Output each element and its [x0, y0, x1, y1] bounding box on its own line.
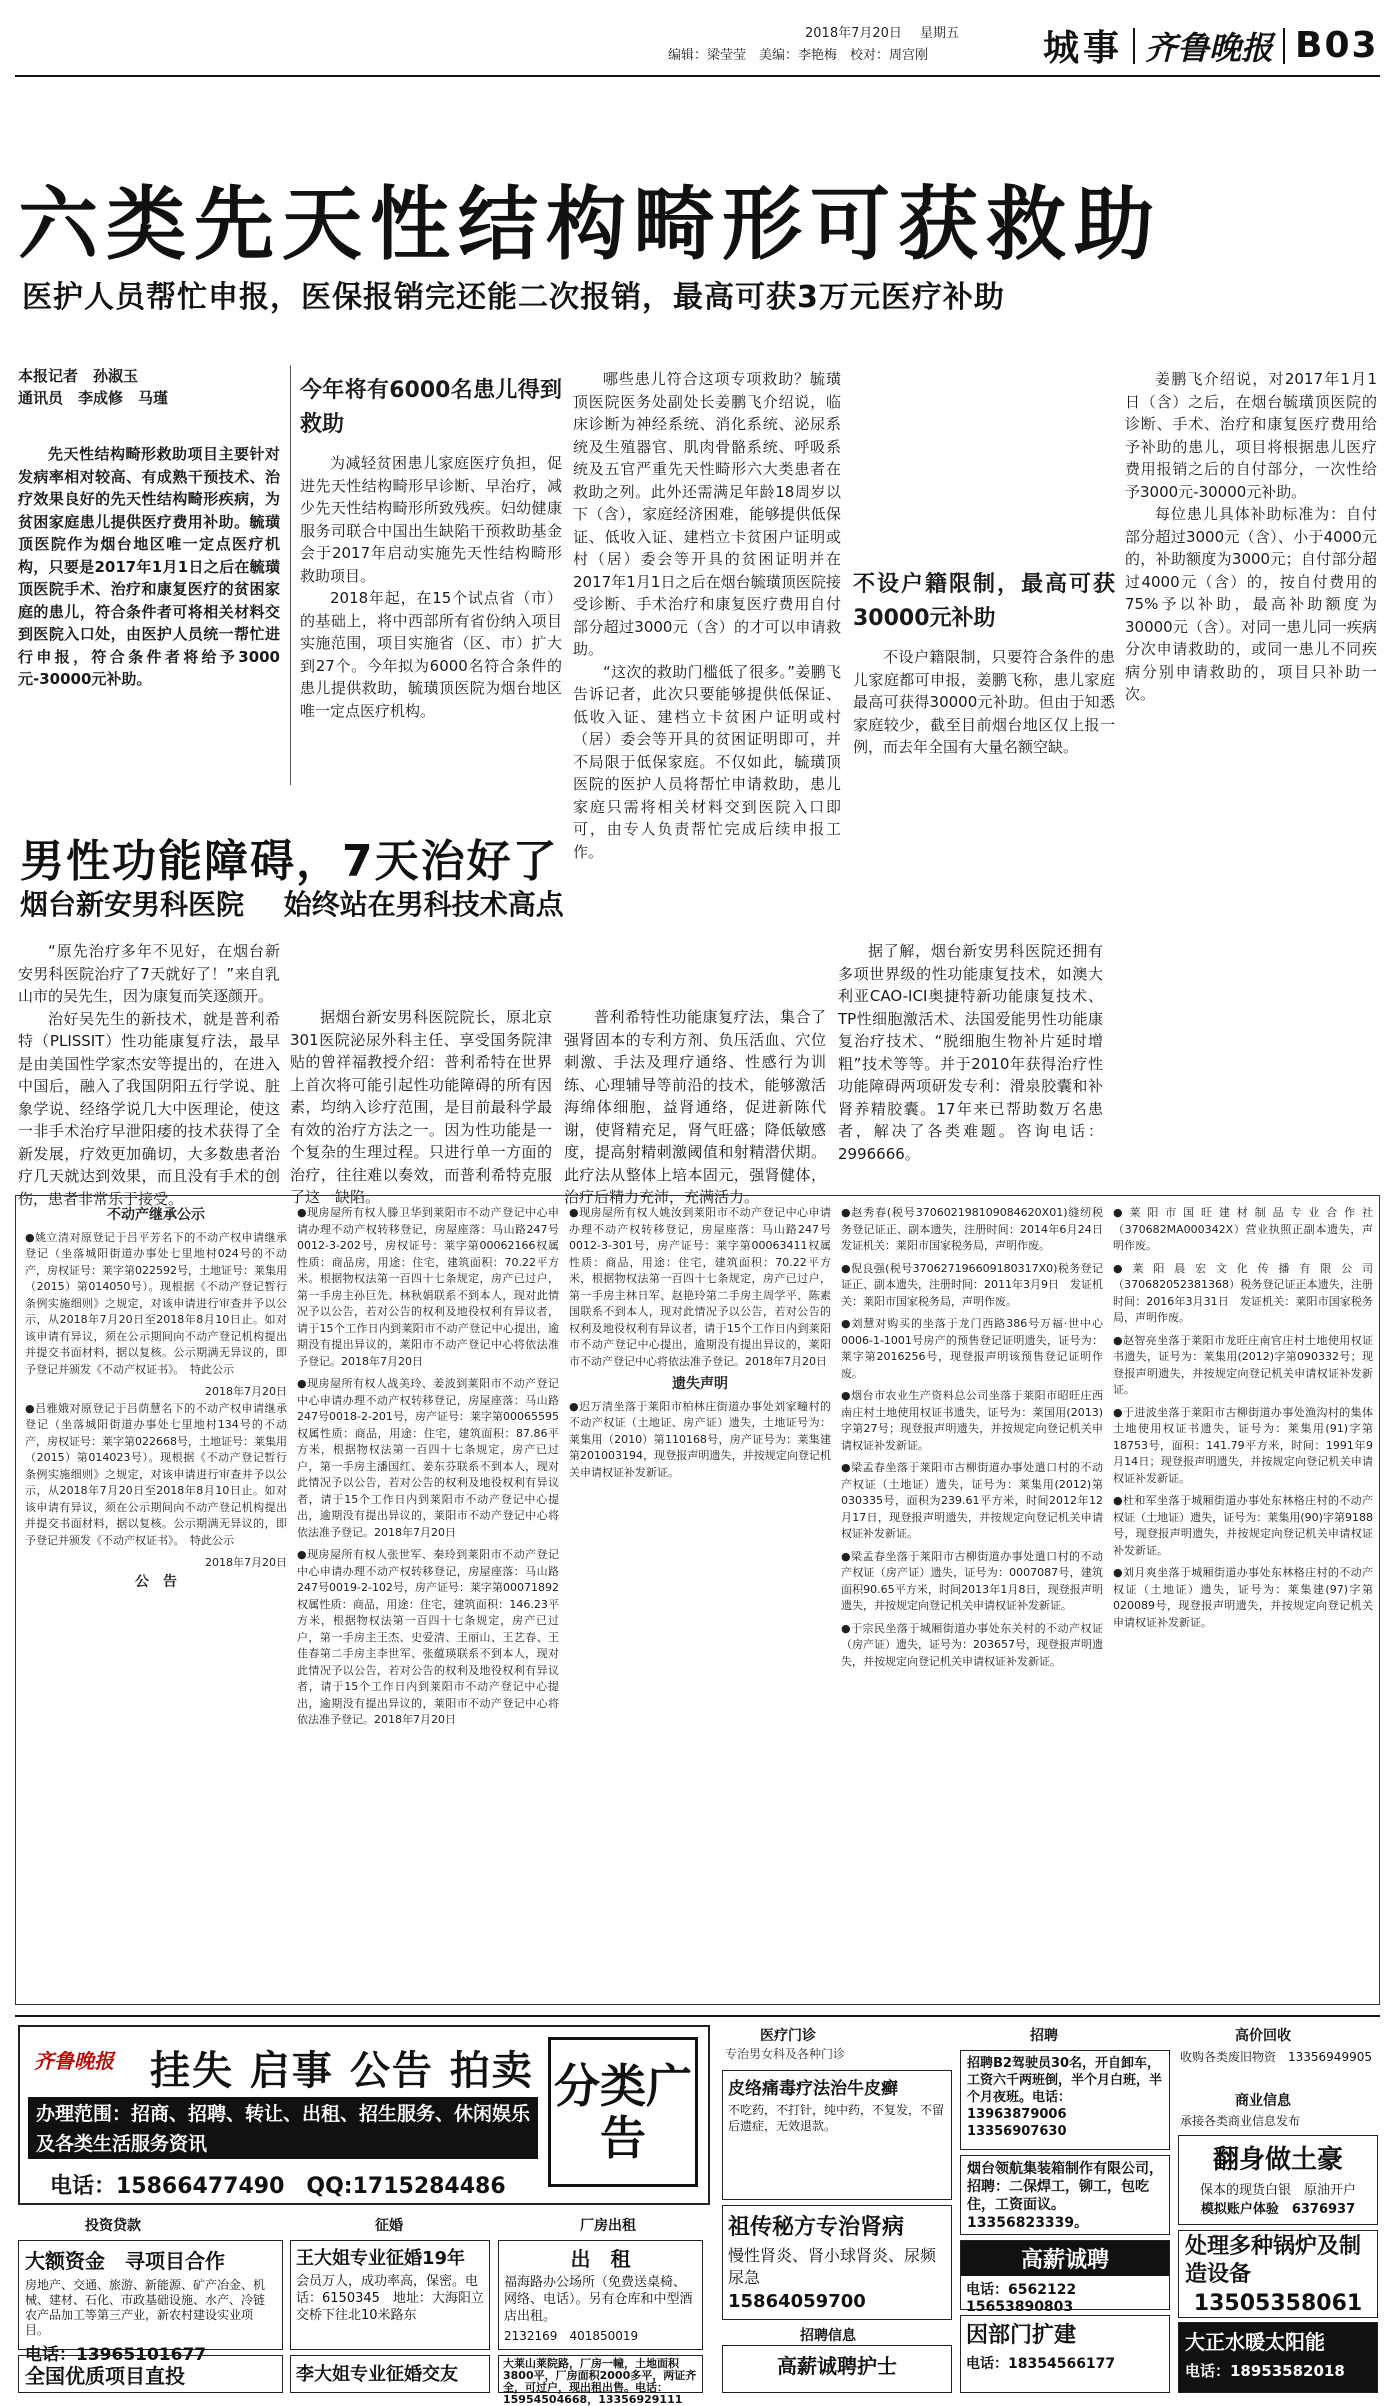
article1-subheadline: 医护人员帮忙申报，医保报销完还能二次报销，最高可获3万元医疗补助 [22, 280, 1005, 315]
article1-col1 [18, 365, 280, 691]
article1-col5 [1125, 368, 1377, 706]
ad-chuzu-title: 出 租 [570, 2247, 631, 2271]
ad-dae [18, 2240, 283, 2365]
article1-col3 [573, 368, 841, 863]
notice-item: ●赵秀春(税号370602198109084620X01)缝纫税务登记证正、副本遗失，注册时间：2014年6月24日 发证机关：莱阳市国家税务局，声明作废。 [841, 1206, 1114, 1252]
article2-p1: “原先治疗多年不见好，在烟台新安男科医院治疗了7天就好了！”来自乳山市的吴先生，因为康复而笑逐颜开。 [18, 942, 280, 1005]
article1-p4: “这次的救助门槛低了很多。”姜鹏飞告诉记者，此次只要能够提供低保证、低收入证、建档立卡贫困户证明或村（居）委会等开具的贫困证明即可，并不局限于低保家庭。不仅如此，毓璜顶医院的医护人员将帮忙申请救助，患儿家庭只需将相关材料交到医院入口即可，由专人负责帮忙完成后续申报工作。 [573, 662, 841, 861]
ad-fanshen-body: 保本的现货白银 原油开户 [1199, 2183, 1356, 2198]
notice-date: 2018年7月20日 [205, 1385, 287, 1398]
article2-subheadline [20, 883, 594, 923]
notice-item: ●梁孟春坐落于莱阳市古柳街道办事处遣口村的不动产权证（土地证）遗失，证号为：莱集用(2012)第030335号，面积为239.61平方米，时间2012年12月17日，现登报声明遗失，并按规定向登记机关申请权证补发新证。 [841, 1461, 1103, 1540]
notice-item: ●吕雅娥对原登记于吕荫慧名下的不动产权申请继承登记（坐落城阳街道办事处七里地村134号的不动产，房权证号：莱字第022668号，土地证号：莱集用（2015）第014023号）。现根据《不动产登记暂行条例实施细则》之规定，对该申请进行审查并予以公示，从2018年7月20日至2018年8月10日止。如对该申请有异议，须在公示期间向不动产登记机构提出并提交书面材料，据以复核。公示期满无异议的，即予登记并颁发《不动产权证书》。 特此公示 [25, 1401, 287, 1547]
article1-p6: 姜鹏飞介绍说，对2017年1月1日（含）之后，在烟台毓璜顶医院的诊断、手术、治疗和康复医疗费用给予补助的患儿，项目将根据患儿医疗费用报销之后的自付部分，一次性给予3000元-30000元补助。 [1125, 370, 1377, 501]
ad-li [290, 2355, 490, 2393]
ad-dazheng [1178, 2322, 1378, 2393]
ad-zuchuan [722, 2205, 952, 2320]
ad-yinbumen-title: 因部门扩建 [966, 2323, 1077, 2348]
ad-wang-body: 会员万人，成功率高，保密。电话：6150345 地址：大海阳立交桥下往北10米路东 [296, 2274, 484, 2323]
notice-item: ●姚立清对原登记于吕平芳名下的不动产权申请继承登记（坐落城阳街道办事处七里地村024号的不动产，房权证号：莱字第022592号，土地证号：莱集用（2015）第014050号）。现根据《不动产登记暂行条例实施细则》之规定，对该申请进行审查并予以公示，从2018年7月20日至2018年8月10日止。如对该申请有异议，须在公示期间向不动产登记机构提出并提交书面材料，据以复核。公示期满无异议的，即予登记并颁发《不动产权证书》。 特此公示 [25, 1230, 287, 1376]
article1-p1: 为减轻贫困患儿家庭医疗负担，促进先天性结构畸形早诊断、早治疗，减少先天性结构畸形所致残疾。妇幼健康服务司联合中国出生缺陷干预救助基金会于2017年启动实施先天性结构畸形救助项目。 [300, 454, 562, 585]
divider [290, 365, 291, 785]
paper-logo: 齐鲁晚报 [1145, 28, 1274, 67]
ad-dazheng-phone: 电话：18953582018 [1185, 2362, 1345, 2380]
cat-recruit: 招聘 [1030, 2028, 1058, 2044]
notices-col4 [841, 1205, 1114, 1676]
section-title: 城事 [1043, 28, 1124, 69]
article2-col2 [290, 1006, 552, 1209]
article2-headline: 男性功能障碍，7天治好了 [20, 836, 559, 887]
medical-line: 专治男女科及各种门诊 [725, 2047, 846, 2061]
header-date [805, 22, 959, 41]
notices-col2 [297, 1205, 559, 1735]
correspondents: 通讯员 李成修 马瑾 [18, 389, 169, 407]
article2-col4 [838, 940, 1103, 1165]
ad-chuzu-body: 福海路办公场所（免费送桌椅、网络、电话）。另有仓库和中型酒店出租。 [504, 2275, 693, 2324]
notice-item: ●现房屋所有权人张世军、秦玲到莱阳市不动产登记中心申请办理不动产权转移登记，房屋座落：马山路247号0019-2-102号，房产证号：莱字第00071892权属性质：商品，用途：住宅，建筑面积：146.23平方米，根据物权法第一百四十七条规定，房产已过户，第一手房主王杰、史爱清、王丽山、王艺春、王佳春第二手房主李世军、张蕴瑛联系不到本人，现对此情况予以公告，若对公告的权利及地役权利有异议者，请于15个工作日内到莱阳市不动产登记中心提出，逾期没有提出异议的，莱阳市不动产登记中心将依法准予登记。2018年7月20日 [297, 1548, 559, 1726]
recycle-line: 收购各类废旧物资 13356949905 [1180, 2050, 1372, 2064]
notices-col5 [1113, 1205, 1373, 1637]
ad-wang-title: 王大姐专业征婚19年 [296, 2248, 466, 2269]
notice-item: ●刘月爽坐落于城厢街道办事处东林格庄村的不动产权证（土地证）遗失，证号为：莱集建(97)字第020089号，现登报声明遗失，并按规定向登记机关申请权证补发新证。 [1113, 1566, 1373, 1629]
article1-subhead1: 今年将有6000名患儿得到救助 [300, 378, 562, 437]
ad-gaoxin-title: 高薪诚聘 [961, 2241, 1169, 2276]
ad-yinbumen-phone: 电话：18354566177 [966, 2356, 1116, 2372]
notice-item: ●于宗民坐落于城厢街道办事处东关村的不动产权证（房产证）遗失，证号为：203657号，现登报声明遗失，并按规定向登记机关申请权证补发新证。 [841, 1621, 1103, 1668]
ad-dalai: 大莱山莱院路，厂房一幢，土地面积3800平，厂房面积2000多平，两证齐全，可过户，现出租出售。电话：15954504668，13356929111 [498, 2355, 703, 2393]
notice-date: 2018年7月20日 [205, 1556, 287, 1569]
notices-col1 [25, 1205, 287, 1596]
ad-zuchuan-phone: 15864059700 [728, 2291, 866, 2312]
divider [1283, 28, 1285, 64]
date: 2018年7月20日 [805, 26, 902, 41]
banner-phone: 电话：15866477490 QQ:1715284486 [50, 2174, 506, 2199]
notice-item: ●烟台市农业生产资料总公司坐落于莱阳市昭旺庄西南庄村土地使用权证书遗失，证号为：莱国用(2013)字第27号；现登报声明遗失，并按规定向登记机关申请权证补发新证。 [841, 1389, 1103, 1452]
ad-zuchuan-body: 慢性肾炎、肾小球肾炎、尿频尿急 [728, 2246, 937, 2287]
ad-pifu [722, 2070, 952, 2200]
ads-rule [15, 2015, 1380, 2017]
article1-lead: 先天性结构畸形救助项目主要针对发病率相对较高、有成熟干预技术、治疗效果良好的先天性结构畸形疾病，为贫困家庭患儿提供医疗费用补助。毓璜顶医院作为烟台地区唯一定点医疗机构，只要是2017年1月1日之后在毓璜顶医院手术、治疗和康复医疗的贫困家庭的患儿，符合条件者可将相关材料交到医院入口处，由医护人员统一帮忙进行申报，符合条件者将给予3000元-30000元补助。 [18, 445, 280, 688]
banner-title: 挂失 启事 公告 拍卖 [150, 2048, 534, 2094]
notice-item: ●梁孟春坐落于莱阳市古柳街道办事处遣口村的不动产权证（房产证）遗失，证号为：0007087号，建筑面积90.65平方米，时间2013年1月8日，现登报声明遗失，并按规定向登记机关申请权证补发新证。 [841, 1549, 1103, 1612]
notice-item: ●刘慧对购买的坐落于龙门西路386号万福·世中心0006-1-1001号房产的预售登记证明遗失，证号为：莱字第2016256号，现登报声明该预售登记证明作废。 [841, 1317, 1103, 1380]
ad-guolu-phone: 13505358061 [1193, 2291, 1363, 2316]
ad-chuzu-phone: 2132169 401850019 [504, 2329, 639, 2343]
ad-yinbumen [960, 2315, 1170, 2393]
ad-zuchuan-title: 祖传秘方专治肾病 [728, 2215, 905, 2240]
reporter: 本报记者 孙淑玉 [18, 367, 139, 385]
subhead-hospital: 烟台新安男科医院 [20, 888, 245, 921]
cat-marriage: 征婚 [375, 2218, 403, 2234]
cat-recruit-info: 招聘信息 [800, 2328, 856, 2344]
notice-item: ●倪良强(税号370627196609180317X0)税务登记证正、副本遗失，注册时间：2011年3月9日 发证机关：莱阳市国家税务局，声明作废。 [841, 1261, 1103, 1308]
cat-recycle: 高价回收 [1235, 2028, 1291, 2044]
ad-hushi [722, 2345, 952, 2393]
article2-p5: 据了解，烟台新安男科医院还拥有多项世界级的性功能康复技术，如澳大利亚CAO-ICI奥捷特新功能康复技术、TP性细胞激活术、法国爱能男性功能康复治疗技术、“脱细胞生物补片延时增粗”技术等等。并于2010年获得治疗性功能障碍两项研发专利：滑泉胶囊和补肾养精胶囊。17年来已帮助数万名患者，解决了各类难题。咨询电话：2996666。 [838, 942, 1103, 1163]
ad-quanguo-title: 全国优质项目直投 [25, 2364, 185, 2388]
business-line: 承接各类商业信息发布 [1180, 2114, 1301, 2128]
ad-zhaopin: 招聘B2驾驶员30名，开自卸车，工资六千两班倒，半个月白班，半个月夜班。电话：13963879006 13356907630 [960, 2050, 1170, 2150]
article1-p5: 不设户籍限制，只要符合条件的患儿家庭都可申报，姜鹏飞称，患儿家庭最高可获得30000元补助。但由于知悉家庭较少，截至目前烟台地区仅上报一例，而去年全国有大量名额空缺。 [853, 648, 1115, 756]
notice-heading-inherit: 不动产继承公示 [107, 1207, 205, 1223]
banner-scope: 办理范围：招商、招聘、转让、出租、招生服务、休闲娱乐及各类生活服务资讯 [28, 2097, 538, 2159]
article1-col2 [300, 368, 562, 722]
ad-guolu-title: 处理多种锅炉及制造设备 [1185, 2234, 1362, 2287]
notice-item: ●莱阳晨宏文化传播有限公司（370682052381368）税务登记证正本遗失，注册时间：2016年3月31日 发证机关：莱阳市国家税务局，声明作废。 [1113, 1261, 1373, 1324]
notice-item: ●于进波坐落于莱阳市古柳街道办事处渔沟村的集体土地使用权证书遗失，证号为：莱集用(91)字第18753号，面积：141.79平方米，时间：1991年9月14日；现登报声明遗失，并按规定向登记机关申请权证补发新证。 [1113, 1405, 1373, 1485]
article1-subhead2: 不设户籍限制，最高可获30000元补助 [853, 572, 1115, 631]
cat-warehouse: 厂房出租 [580, 2218, 636, 2234]
ad-gaoxin-phone: 电话：6562122 15653890803 [966, 2282, 1091, 2315]
ad-pifu-title: 皮络痛毒疗法治牛皮癣 [728, 2079, 898, 2099]
page-number: B03 [1295, 25, 1379, 66]
header-brand [1043, 20, 1379, 71]
notice-item: ●杜和军坐落于城厢街道办事处东林格庄村的不动产权证（土地证）遗失，证号为：莱集用(90)字第9188号，现登报声明遗失，并按规定向登记机关申请权证补发新证。 [1113, 1494, 1373, 1557]
ad-fanshen [1178, 2135, 1378, 2225]
notice-heading-lost: 遗失声明 [672, 1376, 728, 1392]
subhead-slogan: 始终站在男科技术高点 [283, 888, 564, 921]
notice-item: ●现房屋所有权人姚汝到莱阳市不动产登记中心申请办理不动产权转移登记，房屋座落：马山路247号0012-3-301号，房产证号：莱字第00063411权属性质：商品，用途：住宅，建筑面积：70.22平方米，根据物权法第一百四十七条规定，房产已过户，第一手房主林日军、赵艳玲第二手房主周学平、陈素国联系不到本人，现对此情况予以公告，若对公告的权利及地役权利有异议者，请于15个工作日内到莱阳市不动产登记中心提出，逾期没有提出异议的，莱阳市不动产登记中心将依法准予登记。2018年7月20日 [569, 1206, 831, 1368]
cat-business: 商业信息 [1235, 2093, 1291, 2109]
banner-fenlei: 分类广告 [548, 2037, 698, 2187]
ad-dae-title: 大额资金 寻项目合作 [25, 2249, 225, 2273]
ad-fanshen-phone: 模拟账户体验 6376937 [1200, 2202, 1356, 2217]
ad-gaoxin [960, 2240, 1170, 2315]
ad-banner [18, 2025, 710, 2205]
header-staff: 编辑：梁莹莹 美编：李艳梅 校对：周宫刚 [668, 48, 929, 63]
ad-dae-phone: 电话：13965101677 [25, 2345, 207, 2365]
ad-hushi-title: 高薪诚聘护士 [777, 2354, 897, 2378]
divider [1133, 28, 1135, 64]
article2-col3 [564, 1006, 826, 1209]
ad-li-title: 李大姐专业征婚交友 [296, 2364, 458, 2385]
ad-quanguo [18, 2355, 283, 2393]
article1-p7: 每位患儿具体补助标准为：自付部分超过3000元（含）、小于4000元的，补助额度为3000元；自付部分超过4000元（含）的，按自付费用的75%予以补助，最高补助额度为30000元（含）。对同一患儿同一疾病分次申请救助的，或同一患儿不同疾病分别申请救助的，项目只补助一次。 [1125, 505, 1377, 703]
notice-item: ●现房屋所有权人战美玲、姜波到莱阳市不动产登记中心申请办理不动产权转移登记，房屋座落：马山路247号0018-2-201号，房产证号：莱字第00065595权属性质：商品，用途：住宅，建筑面积：87.86平方米，根据物权法第一百四十七条规定，房产已过户，第一手房主潘国红、姜东芬联系不到本人，现对此情况予以公告，若对公告的权利及地役权利有异议者，请于15个工作日内到莱阳市不动产登记中心提出，逾期没有提出异议的，莱阳市不动产登记中心将依法准予登记。2018年7月20日 [297, 1377, 559, 1539]
ad-dae-body: 房地产、交通、旅游、新能源、矿产冶金、机械、建材、石化、市政基础设施、水产、冷链农产品加工等第三产业，新农村建设实业项目。 [25, 2278, 266, 2337]
ad-chuzu [498, 2240, 703, 2350]
ad-dazheng-title: 大正水暖太阳能 [1185, 2330, 1325, 2354]
article1-headline: 六类先天性结构畸形可获救助 [18, 178, 1162, 271]
notice-item: ●迟万清坐落于莱阳市柏林庄街道办事处刘家疃村的不动产权证（土地证、房产证）遗失，土地证号为：莱集用（2010）第110168号，房产证号为：莱集建第201003194，现登报声明遗失，并按规定向登记机关申请权证补发新证。 [569, 1399, 831, 1479]
article1-col4 [853, 368, 1115, 759]
article1-p3: 哪些患儿符合这项专项救助？毓璜顶医院医务处副处长姜鹏飞介绍说，临床诊断为神经系统、消化系统、泌尿系统及生殖器官、肌肉骨骼系统、呼吸系统及五官严重先天性畸形六大类患者在救助之列。此外还需满足年龄18周岁以下（含），家庭经济困难，能够提供低保证、低收入证、建档立卡贫困户证明或村（居）委会等开具的贫困证明并在2017年1月1日之后在烟台毓璜顶医院接受诊断、手术治疗和康复医疗费用自付部分超过3000元（含）的才可以申请救助。 [573, 370, 841, 658]
article2-p4: 普利希特性功能康复疗法，集合了强肾固本的专利方剂、负压活血、穴位刺激、手法及理疗通络、性感行为训练、心理辅导等前沿的技术，能够激活海绵体细胞，益肾通络，促进新陈代谢，使肾精充足，肾气旺盛；降低敏感度，提高射精刺激阈值和射精潜伏期。此疗法从整体上培本固元，强肾健体，治疗后精力充沛，充满活力。 [564, 1008, 826, 1206]
ad-pifu-body: 不吃药，不打针，纯中药，不复发，不留后遗症，无效退款。 [728, 2103, 945, 2133]
cat-invest: 投资贷款 [85, 2218, 141, 2234]
notice-item: ●现房屋所有权人滕卫华到莱阳市不动产登记中心申请办理不动产权转移登记，房屋座落：马山路247号0012-3-202号，房权证号：莱字第00062166权属性质：商品房，用途：住宅，建筑面积：70.22平方米。根据物权法第一百四十七条规定，房产已过户，第一手房主孙巨先、林秋娟联系不到本人，现对此情况予以公告，若对公告的权利及地役权利有异议者，请于15个工作日内到莱阳市不动产登记中心提出，逾期没有提出异议的，莱阳市不动产登记中心将依法准予登记。2018年7月20日 [297, 1206, 559, 1368]
weekday: 星期五 [920, 26, 960, 41]
ad-fanshen-title: 翻身做土豪 [1212, 2145, 1343, 2175]
banner-logo: 齐鲁晚报 [34, 2049, 114, 2073]
ad-wang [290, 2240, 490, 2350]
notice-heading-public: 公 告 [135, 1573, 177, 1590]
ad-yantai: 烟台领航集装箱制作有限公司，招聘：二保焊工，铆工，包吃住，工资面议。13356823339。 [960, 2155, 1170, 2235]
notice-item: ●莱阳市国旺建材制品专业合作社（370682MA000342X）营业执照正副本遗失，声明作废。 [1113, 1206, 1373, 1252]
ad-guolu [1178, 2230, 1378, 2318]
article2-p2: 治好吴先生的新技术，就是普利希特（PLISSIT）性功能康复疗法，最早是由美国性学家杰安等提出的，在进入中国后，融入了我国阴阳五行学说、脏象学说、经络学说几大中医理论，使这一非手术治疗早泄阳痿的技术获得了全新发展，疗效更加确切，大多数患者治疗几天就达到效果，而且没有手术的创伤，患者非常乐于接受。 [18, 1009, 280, 1208]
article2-col1 [18, 940, 280, 1210]
header-rule [15, 75, 1380, 77]
notice-item: ●赵智亮坐落于莱阳市龙旺庄南官庄村土地使用权证书遗失，证号为：莱集用(2012)字第090332号；现登报声明遗失，并按规定向登记机关申请权证补发新证。 [1113, 1333, 1373, 1396]
article2-p3: 据烟台新安男科医院院长，原北京301医院泌尿外科主任、享受国务院津贴的曾祥福教授介绍：普利希特在世界上首次将可能引起性功能障碍的所有因素，均纳入诊疗范围，是目前最科学最有效的治疗方法之一。因为性功能是一个复杂的生理过程。只进行单一方面的治疗，往往难以奏效，而普利希特克服了这一缺陷。 [290, 1008, 552, 1206]
notices-col3 [569, 1205, 831, 1487]
article1-p2: 2018年起，在15个试点省（市）的基础上，将中西部所有省份纳入项目实施范围，项目实施省（区、市）扩大到27个。今年拟为6000名符合条件的患儿提供救助，毓璜顶医院为烟台地区唯一定点医疗机构。 [300, 589, 562, 720]
cat-medical: 医疗门诊 [760, 2028, 816, 2044]
